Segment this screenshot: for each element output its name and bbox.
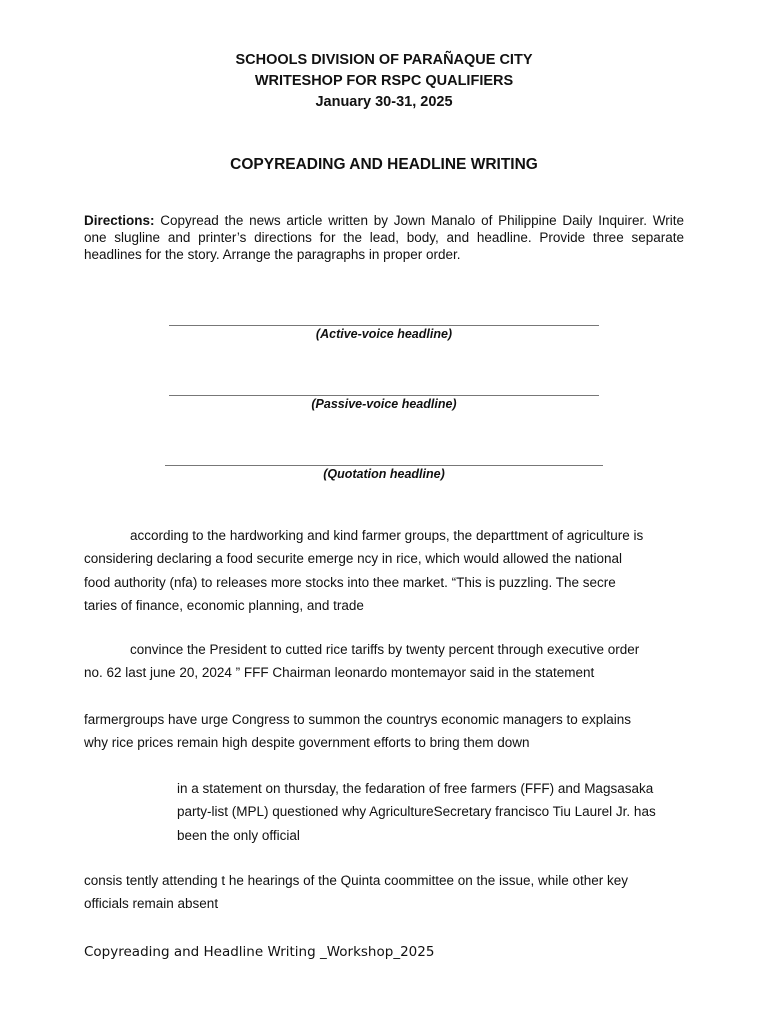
paragraph-line: farmergroups have urge Congress to summon the countrys economic managers to explains: [84, 712, 632, 727]
passive-headline-label: (Passive-voice headline): [311, 397, 457, 411]
paragraph-line: officials remain absent: [84, 896, 219, 912]
paragraph-line: party-list (MPL) questioned why AgricultureSecretary francisco Tiu Laurel Jr. has: [177, 804, 656, 820]
paragraph-line: considering declaring a food securite emerge ncy in rice, which would allowed the national: [84, 551, 623, 567]
article-paragraph: [84, 524, 643, 617]
directions-text: Copyread the news article written by Jown Manalo of Philippine Daily Inquirer. Write one slugline and printer’s directions for the lead, body, and headline. Provide three separate headlines for the story. Arrange the paragraphs in proper order.: [84, 213, 684, 262]
document-title: COPYREADING AND HEADLINE WRITING: [230, 156, 538, 173]
directions-label: Directions:: [84, 213, 155, 228]
article-paragraph: [84, 869, 628, 916]
paragraph-line: no. 62 last june 20, 2024 ” FFF Chairman leonardo montemayor said in the statement: [84, 665, 595, 681]
paragraph-line: in a statement on thursday, the fedaration of free farmers (FFF) and Magsasaka: [177, 781, 654, 796]
paragraph-line: why rice prices remain high despite government efforts to bring them down: [84, 735, 530, 751]
quotation-headline-blank: [165, 465, 603, 466]
paragraph-line: food authority (nfa) to releases more stocks into thee market. “This is puzzling. The secre: [84, 574, 616, 590]
article-paragraph: [177, 777, 656, 847]
directions: [84, 212, 684, 263]
article-paragraph: [84, 638, 639, 685]
paragraph-line: convince the President to cutted rice tariffs by twenty percent through executive order: [130, 642, 640, 657]
active-headline-blank: [169, 325, 599, 326]
paragraph-line: according to the hardworking and kind farmer groups, the departtment of agriculture is: [130, 528, 644, 543]
paragraph-line: been the only official: [177, 827, 300, 843]
active-headline-label: (Active-voice headline): [315, 327, 453, 341]
paragraph-line: consis tently attending t he hearings of the Quinta coommittee on the issue, while other key: [84, 873, 629, 888]
page-footer: Copyreading and Headline Writing _Workshop_2025: [84, 944, 435, 960]
quotation-headline-label: (Quotation headline): [323, 467, 445, 481]
header-date: January 30-31, 2025: [315, 94, 453, 110]
header-event: WRITESHOP FOR RSPC QUALIFIERS: [254, 73, 514, 89]
document-header: [0, 50, 768, 113]
passive-headline-blank: [169, 395, 599, 396]
header-division: SCHOOLS DIVISION OF PARAÑAQUE CITY: [235, 52, 533, 68]
article-paragraph: [84, 708, 631, 755]
paragraph-line: taries of finance, economic planning, and trade: [84, 597, 364, 613]
